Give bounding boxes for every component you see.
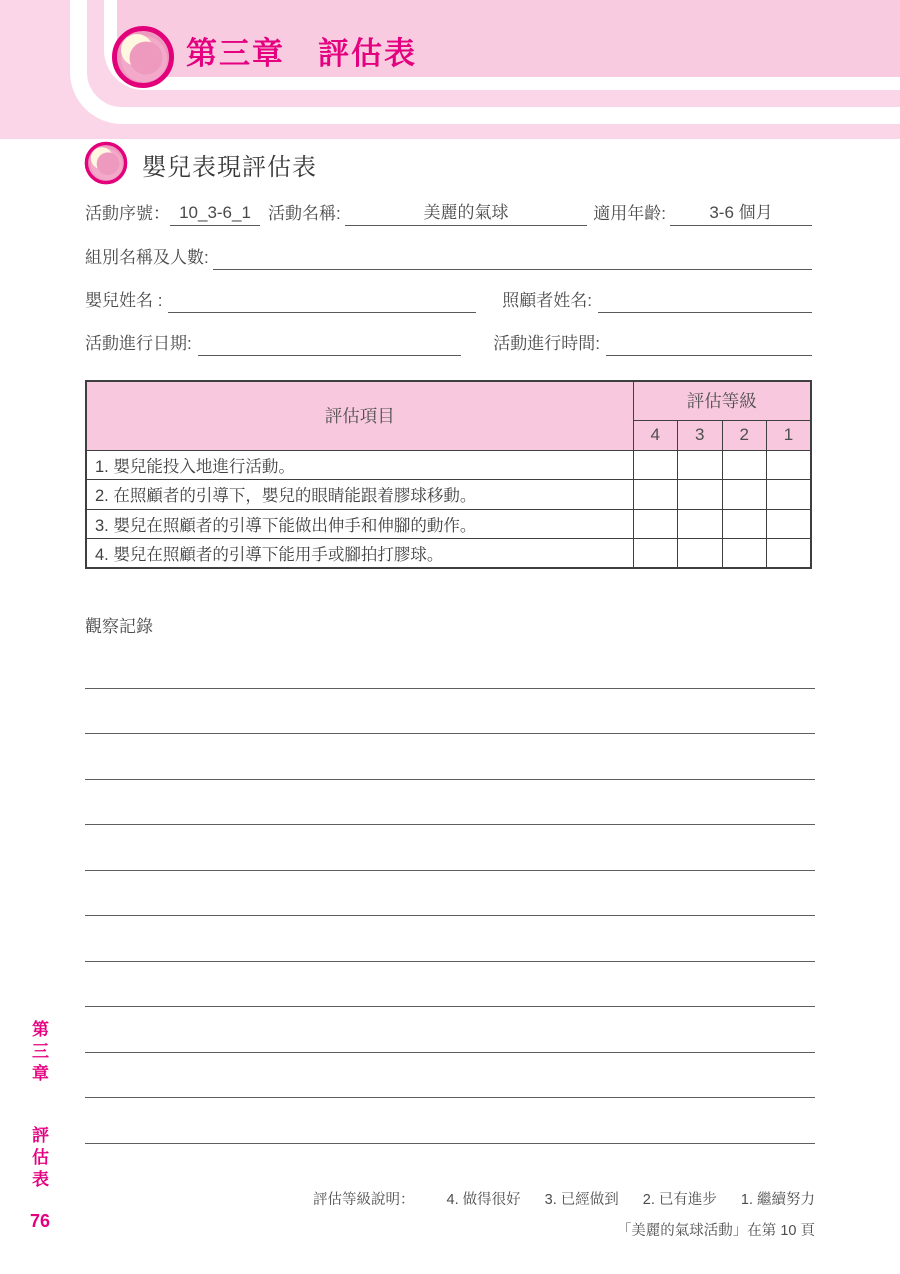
- table-row: [86, 509, 811, 539]
- table-row: [86, 450, 811, 480]
- activity-name-label: 活動名稱:: [268, 204, 341, 223]
- infant-name-field: [168, 291, 476, 313]
- ball-icon: [111, 25, 175, 89]
- chapter-banner: [0, 0, 900, 139]
- activity-name-field: 美麗的氣球: [345, 198, 588, 226]
- sidebar-chapter-tab: [27, 1020, 49, 1192]
- legend-item: 4. 做得很好: [446, 1192, 521, 1208]
- section-title: 嬰兒表現評估表: [142, 154, 317, 181]
- rating-cell: [722, 539, 767, 569]
- writing-line: [85, 733, 815, 734]
- rating-cell: [633, 450, 678, 480]
- writing-line: [85, 688, 815, 689]
- legend-item: 3. 已經做到: [544, 1192, 619, 1208]
- group-field: [213, 248, 812, 270]
- page-number: 76: [30, 1211, 51, 1231]
- rating-cell: [722, 480, 767, 510]
- rating-cell: [767, 509, 812, 539]
- rating-level-3: 3: [678, 420, 723, 450]
- form-row-activity: [85, 198, 812, 226]
- rating-level-4: 4: [633, 420, 678, 450]
- rating-cell: [722, 450, 767, 480]
- time-field: [606, 334, 812, 356]
- writing-line: [85, 1052, 815, 1053]
- ball-icon: [84, 141, 128, 185]
- legend-item: 1. 繼續努力: [740, 1192, 815, 1208]
- group-label: 組別名稱及人數:: [85, 248, 209, 267]
- date-field: [198, 334, 462, 356]
- time-label: 活動進行時間:: [493, 334, 600, 353]
- item-text: 1. 嬰兒能投入地進行活動。: [86, 450, 633, 480]
- rating-legend: [313, 1188, 815, 1209]
- writing-line: [85, 870, 815, 871]
- caregiver-name-label: 照顧者姓名:: [502, 291, 592, 310]
- writing-line: [85, 961, 815, 962]
- rating-column-header: 評估等級: [633, 381, 811, 420]
- observation-title: 觀察記錄: [85, 617, 153, 636]
- infant-name-label: 嬰兒姓名 :: [85, 291, 163, 310]
- table-header-row: [86, 381, 811, 420]
- rating-cell: [678, 450, 723, 480]
- activity-no-label: 活動序號：: [85, 204, 170, 223]
- caregiver-name-field: [598, 291, 812, 313]
- item-text: 2. 在照顧者的引導下，嬰兒的眼睛能跟着膠球移動。: [86, 480, 633, 510]
- item-column-header: 評估項目: [86, 381, 633, 450]
- rating-cell: [767, 480, 812, 510]
- age-field: 3-6 個月: [670, 198, 812, 226]
- rating-cell: [767, 539, 812, 569]
- rating-cell: [767, 450, 812, 480]
- chapter-title: 第三章 評估表: [186, 36, 417, 71]
- rating-cell: [678, 539, 723, 569]
- form-row-names: [85, 286, 812, 313]
- writing-line: [85, 824, 815, 825]
- rating-cell: [678, 509, 723, 539]
- item-text: 4. 嬰兒在照顧者的引導下能用手或腳拍打膠球。: [86, 539, 633, 569]
- writing-line: [85, 915, 815, 916]
- form-row-group: [85, 243, 812, 270]
- rating-cell: [633, 509, 678, 539]
- rating-cell: [633, 480, 678, 510]
- evaluation-table: [85, 380, 812, 569]
- form-row-datetime: [85, 329, 812, 356]
- rating-level-1: 1: [767, 420, 812, 450]
- table-row: [86, 480, 811, 510]
- rating-cell: [678, 480, 723, 510]
- sidebar-section-text: 評估表: [29, 1126, 48, 1192]
- item-text: 3. 嬰兒在照顧者的引導下能做出伸手和伸腳的動作。: [86, 509, 633, 539]
- table-row: [86, 539, 811, 569]
- legend-item: 2. 已有進步: [642, 1192, 717, 1208]
- date-label: 活動進行日期:: [85, 334, 192, 353]
- writing-line: [85, 1143, 815, 1144]
- rating-level-2: 2: [722, 420, 767, 450]
- writing-line: [85, 1006, 815, 1007]
- writing-line: [85, 1097, 815, 1098]
- writing-line: [85, 779, 815, 780]
- sidebar-chapter-text: 第三章: [29, 1020, 48, 1086]
- legend-label: 評估等級說明：: [313, 1192, 415, 1208]
- age-label: 適用年齡:: [593, 204, 666, 223]
- activity-reference: 「美麗的氣球活動」在第 10 頁: [616, 1223, 815, 1239]
- activity-no-field: 10_3-6_1: [170, 203, 260, 226]
- rating-cell: [722, 509, 767, 539]
- rating-cell: [633, 539, 678, 569]
